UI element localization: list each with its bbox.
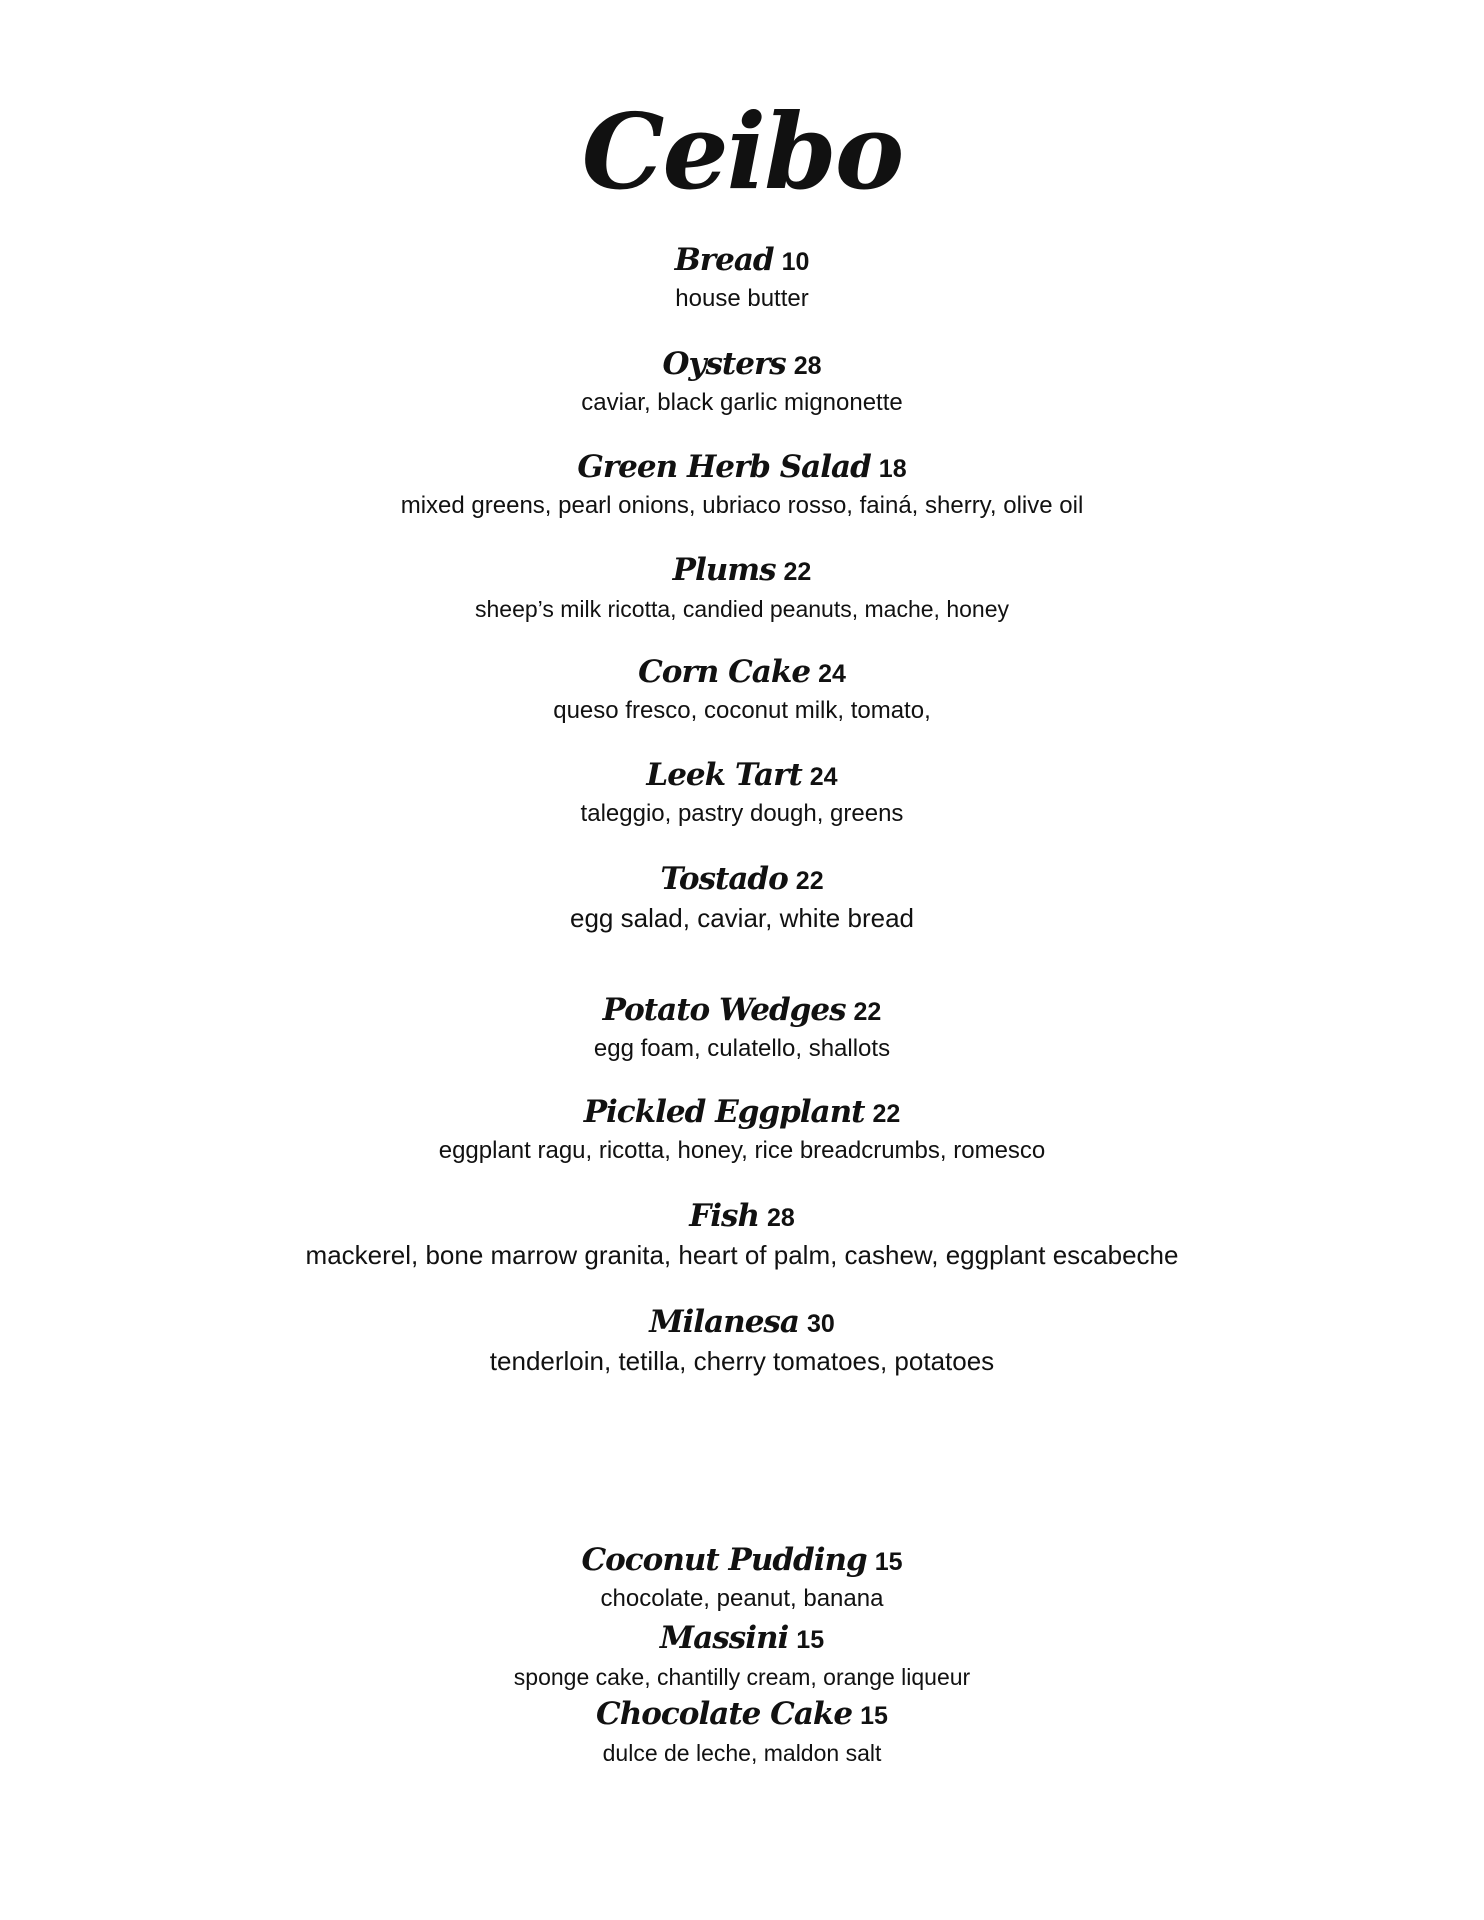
menu-item-plums xyxy=(0,548,1484,626)
item-name: Fish xyxy=(689,1198,759,1234)
item-heading xyxy=(0,548,1484,592)
item-description: chocolate, peanut, banana xyxy=(600,1585,884,1612)
item-price: 15 xyxy=(796,1626,825,1654)
menu-item-corn-cake xyxy=(0,650,1484,728)
item-price: 24 xyxy=(809,763,838,791)
item-heading xyxy=(0,1194,1484,1238)
dessert-item-chocolate-cake xyxy=(0,1692,1484,1770)
item-name: Milanesa xyxy=(649,1304,799,1340)
item-description: eggplant ragu, ricotta, honey, rice breadcrumbs, romesco xyxy=(438,1137,1046,1164)
item-description: sponge cake, chantilly cream, orange liqueur xyxy=(513,1664,971,1690)
menu-item-milanesa xyxy=(0,1300,1484,1378)
item-name: Coconut Pudding xyxy=(581,1542,867,1578)
menu-item-oysters xyxy=(0,342,1484,420)
item-description: taleggio, pastry dough, greens xyxy=(580,800,904,827)
item-name: Tostado xyxy=(660,861,788,897)
item-price: 10 xyxy=(781,248,810,276)
item-heading xyxy=(0,1692,1484,1736)
item-name: Chocolate Cake xyxy=(596,1696,853,1732)
item-price: 22 xyxy=(853,998,882,1026)
item-name: Pickled Eggplant xyxy=(583,1094,865,1130)
item-description: sheep’s milk ricotta, candied peanuts, mache, honey xyxy=(475,596,1009,622)
item-heading xyxy=(0,1616,1484,1660)
item-price: 24 xyxy=(818,660,846,688)
item-description: mackerel, bone marrow granita, heart of palm, cashew, eggplant escabeche xyxy=(305,1240,1179,1270)
item-price: 28 xyxy=(766,1204,795,1232)
item-heading xyxy=(0,1090,1484,1134)
item-heading xyxy=(0,238,1484,282)
menu-item-green-herb-salad xyxy=(0,445,1484,523)
item-description: queso fresco, coconut milk, tomato, xyxy=(553,697,931,724)
item-description: egg salad, caviar, white bread xyxy=(570,903,914,933)
item-heading xyxy=(0,445,1484,489)
item-name: Potato Wedges xyxy=(602,992,846,1028)
item-heading xyxy=(0,342,1484,386)
item-heading xyxy=(0,857,1484,901)
item-price: 22 xyxy=(783,558,812,586)
item-description: caviar, black garlic mignonette xyxy=(581,389,903,416)
item-description: dulce de leche, maldon salt xyxy=(602,1740,882,1766)
item-price: 15 xyxy=(874,1548,903,1576)
item-name: Oysters xyxy=(662,346,786,382)
item-price: 22 xyxy=(795,867,824,895)
item-name: Leek Tart xyxy=(646,757,802,793)
item-heading xyxy=(0,1538,1484,1582)
menu-item-tostado xyxy=(0,857,1484,935)
item-description: tenderloin, tetilla, cherry tomatoes, potatoes xyxy=(489,1346,995,1376)
item-description: house butter xyxy=(675,285,809,312)
item-price: 15 xyxy=(860,1702,888,1730)
item-description: mixed greens, pearl onions, ubriaco rosso, fainá, sherry, olive oil xyxy=(400,492,1084,519)
item-price: 30 xyxy=(806,1310,835,1338)
menu-item-fish xyxy=(0,1194,1484,1272)
item-heading xyxy=(0,650,1484,694)
dessert-item-coconut-pudding xyxy=(0,1538,1484,1616)
menu-item-leek-tart xyxy=(0,753,1484,831)
item-price: 28 xyxy=(793,352,822,380)
menu-item-pickled-eggplant xyxy=(0,1090,1484,1168)
item-heading xyxy=(0,988,1484,1032)
item-price: 18 xyxy=(878,455,907,483)
item-name: Bread xyxy=(674,242,774,278)
item-heading xyxy=(0,1300,1484,1344)
item-name: Plums xyxy=(672,552,776,588)
item-price: 22 xyxy=(872,1100,901,1128)
item-name: Corn Cake xyxy=(638,654,811,690)
item-heading xyxy=(0,753,1484,797)
item-name: Massini xyxy=(659,1620,789,1656)
dessert-item-massini xyxy=(0,1616,1484,1694)
item-description: egg foam, culatello, shallots xyxy=(593,1035,891,1062)
item-name: Green Herb Salad xyxy=(577,449,871,485)
menu-item-potato-wedges xyxy=(0,988,1484,1066)
restaurant-title: Ceibo xyxy=(581,90,903,213)
menu-item-bread xyxy=(0,238,1484,316)
